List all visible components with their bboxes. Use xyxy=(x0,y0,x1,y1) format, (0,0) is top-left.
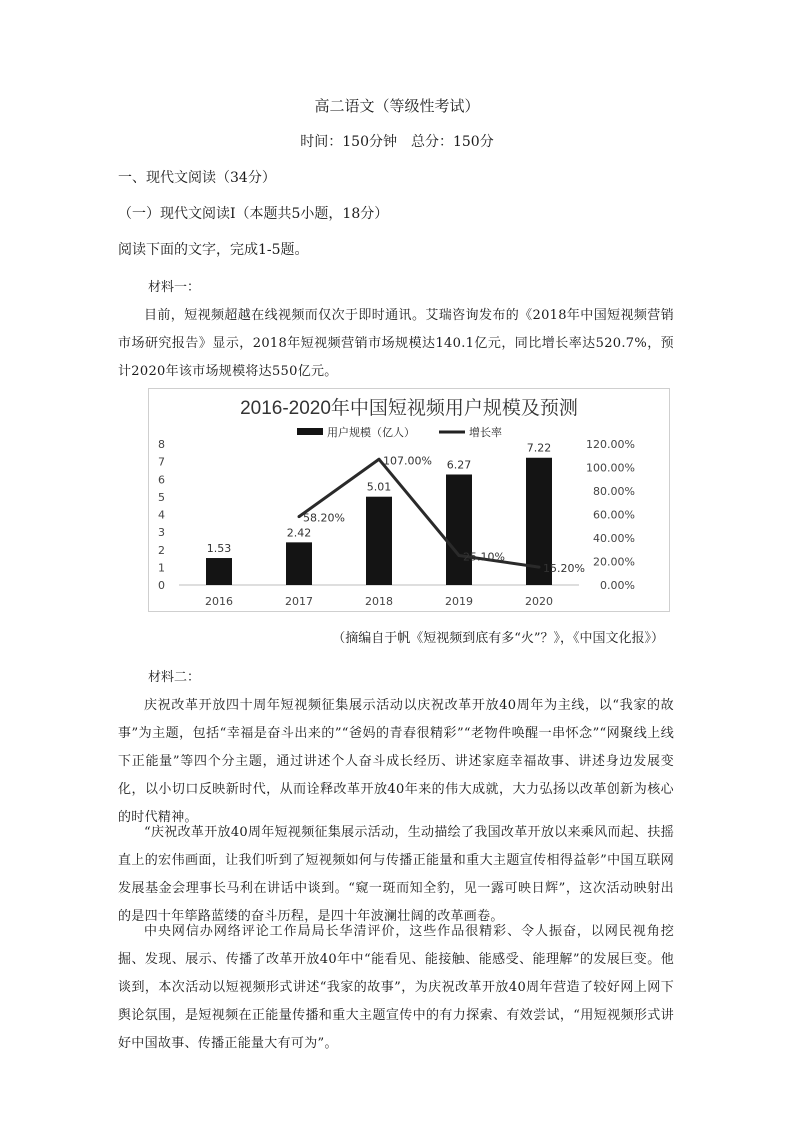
bar xyxy=(446,474,472,585)
x-tick-label: 2016 xyxy=(205,595,233,608)
y-right-tick-label: 100.00% xyxy=(586,461,635,475)
bar xyxy=(366,497,392,585)
instruction-text: 阅读下面的文字，完成1-5题。 xyxy=(118,242,309,258)
line-value-label: 58.20% xyxy=(303,511,345,525)
y-left-tick-label: 6 xyxy=(158,473,165,487)
x-tick-label: 2019 xyxy=(445,595,473,608)
material2-paragraph-1: 庆祝改革开放四十周年短视频征集展示活动以庆祝改革开放40周年为主线，以“我家的故事”为主题，包括“幸福是奋斗出来的”“爸妈的青春很精彩”“老物件唤醒一串怀念”“网聚线上线下正能量”等四个分主题，通过讲述个人奋斗成长经历、讲述家庭幸福故事、讲述身边发展变化，以小切口反映新时代，从而诠释改革开放40年来的伟大成就，大力弘扬以改革创新为核心的时代精神。 xyxy=(118,698,674,825)
bar xyxy=(206,558,232,585)
user-scale-chart xyxy=(149,389,669,611)
legend-bar-swatch xyxy=(297,428,323,435)
y-right-tick-label: 20.00% xyxy=(593,555,635,569)
subsection-heading: （一）现代文阅读Ⅰ（本题共5小题，18分） xyxy=(118,206,389,222)
material2-paragraph-2: “庆祝改革开放40周年短视频征集展示活动，生动描绘了我国改革开放以来乘风而起、扶摇直上的宏伟画面，让我们听到了短视频如何与传播正能量和重大主题宣传相得益彰”中国互联网发展基金会理事长马利在讲话中谈到。“窥一斑而知全豹，见一露可映日辉”，这次活动映射出的是四十年筚路蓝缕的奋斗历程，是四十年波澜壮阔的改革画卷。 xyxy=(118,825,674,924)
bar xyxy=(286,542,312,585)
growth-rate-point xyxy=(298,515,301,518)
legend-line-label: 增长率 xyxy=(469,426,502,439)
y-left-tick-label: 5 xyxy=(158,490,165,504)
bar-value-label: 2.42 xyxy=(286,526,312,540)
line-value-label: 25.10% xyxy=(463,550,505,564)
bar-value-label: 7.22 xyxy=(526,441,552,455)
chart-container xyxy=(148,388,670,612)
growth-rate-point xyxy=(458,554,461,557)
y-left-tick-label: 2 xyxy=(158,543,165,557)
y-right-tick-label: 60.00% xyxy=(593,508,635,522)
y-left-tick-label: 7 xyxy=(158,455,165,469)
section-heading: 一、现代文阅读（34分） xyxy=(118,170,276,186)
y-right-tick-label: 80.00% xyxy=(593,485,635,498)
page-title: 高二语文（等级性考试） xyxy=(314,97,480,115)
bar-value-label: 1.53 xyxy=(206,542,232,556)
material2-paragraph-3: 中央网信办网络评论工作局局长华清评价，这些作品很精彩、令人振奋，以网民视角挖掘、发现、展示、传播了改革开放40年中“能看见、能接触、能感受、能理解”的发展巨变。他谈到，本次活动以短视频形式讲述“我家的故事”，为庆祝改革开放40周年营造了较好网上网下舆论氛围，是短视频在正能量传播和重大主题宣传中的有力探索、有效尝试，“用短视频形式讲好中国故事、传播正能量大有可为”。 xyxy=(118,924,674,1051)
y-left-tick-label: 0 xyxy=(158,579,165,592)
source-citation: （摘编自于帆《短视频到底有多“火”？》，《中国文化报》） xyxy=(332,631,664,646)
x-tick-label: 2020 xyxy=(525,595,553,608)
line-value-label: 107.00% xyxy=(383,454,432,468)
y-left-tick-label: 8 xyxy=(158,438,165,451)
y-left-tick-label: 3 xyxy=(158,526,165,540)
y-left-tick-label: 1 xyxy=(158,561,165,575)
growth-rate-point xyxy=(378,458,381,461)
x-tick-label: 2018 xyxy=(365,595,393,608)
chart-legend xyxy=(297,425,502,439)
bar-value-label: 6.27 xyxy=(446,458,472,472)
x-tick-label: 2017 xyxy=(285,595,313,608)
growth-rate-point xyxy=(538,566,541,569)
material1-paragraph: 目前，短视频超越在线视频而仅次于即时通讯。艾瑞咨询发布的《2018年中国短视频营销市场研究报告》显示，2018年短视频营销市场规模达140.1亿元，同比增长率达520.7%，预计2020年该市场规模将达550亿元。 xyxy=(118,308,674,379)
chart-title: 2016-2020年中国短视频用户规模及预测 xyxy=(240,398,578,419)
y-right-tick-label: 0.00% xyxy=(600,579,635,592)
legend-bar-label: 用户规模（亿人） xyxy=(327,426,415,439)
bar-value-label: 5.01 xyxy=(366,480,392,494)
y-right-tick-label: 40.00% xyxy=(593,532,635,545)
y-right-tick-label: 120.00% xyxy=(586,438,635,451)
material1-label: 材料一： xyxy=(148,280,201,295)
y-left-tick-label: 4 xyxy=(158,508,165,522)
line-value-label: 15.20% xyxy=(543,562,585,576)
material2-label: 材料二： xyxy=(148,670,201,685)
exam-info: 时间：150分钟 总分：150分 xyxy=(300,134,494,150)
